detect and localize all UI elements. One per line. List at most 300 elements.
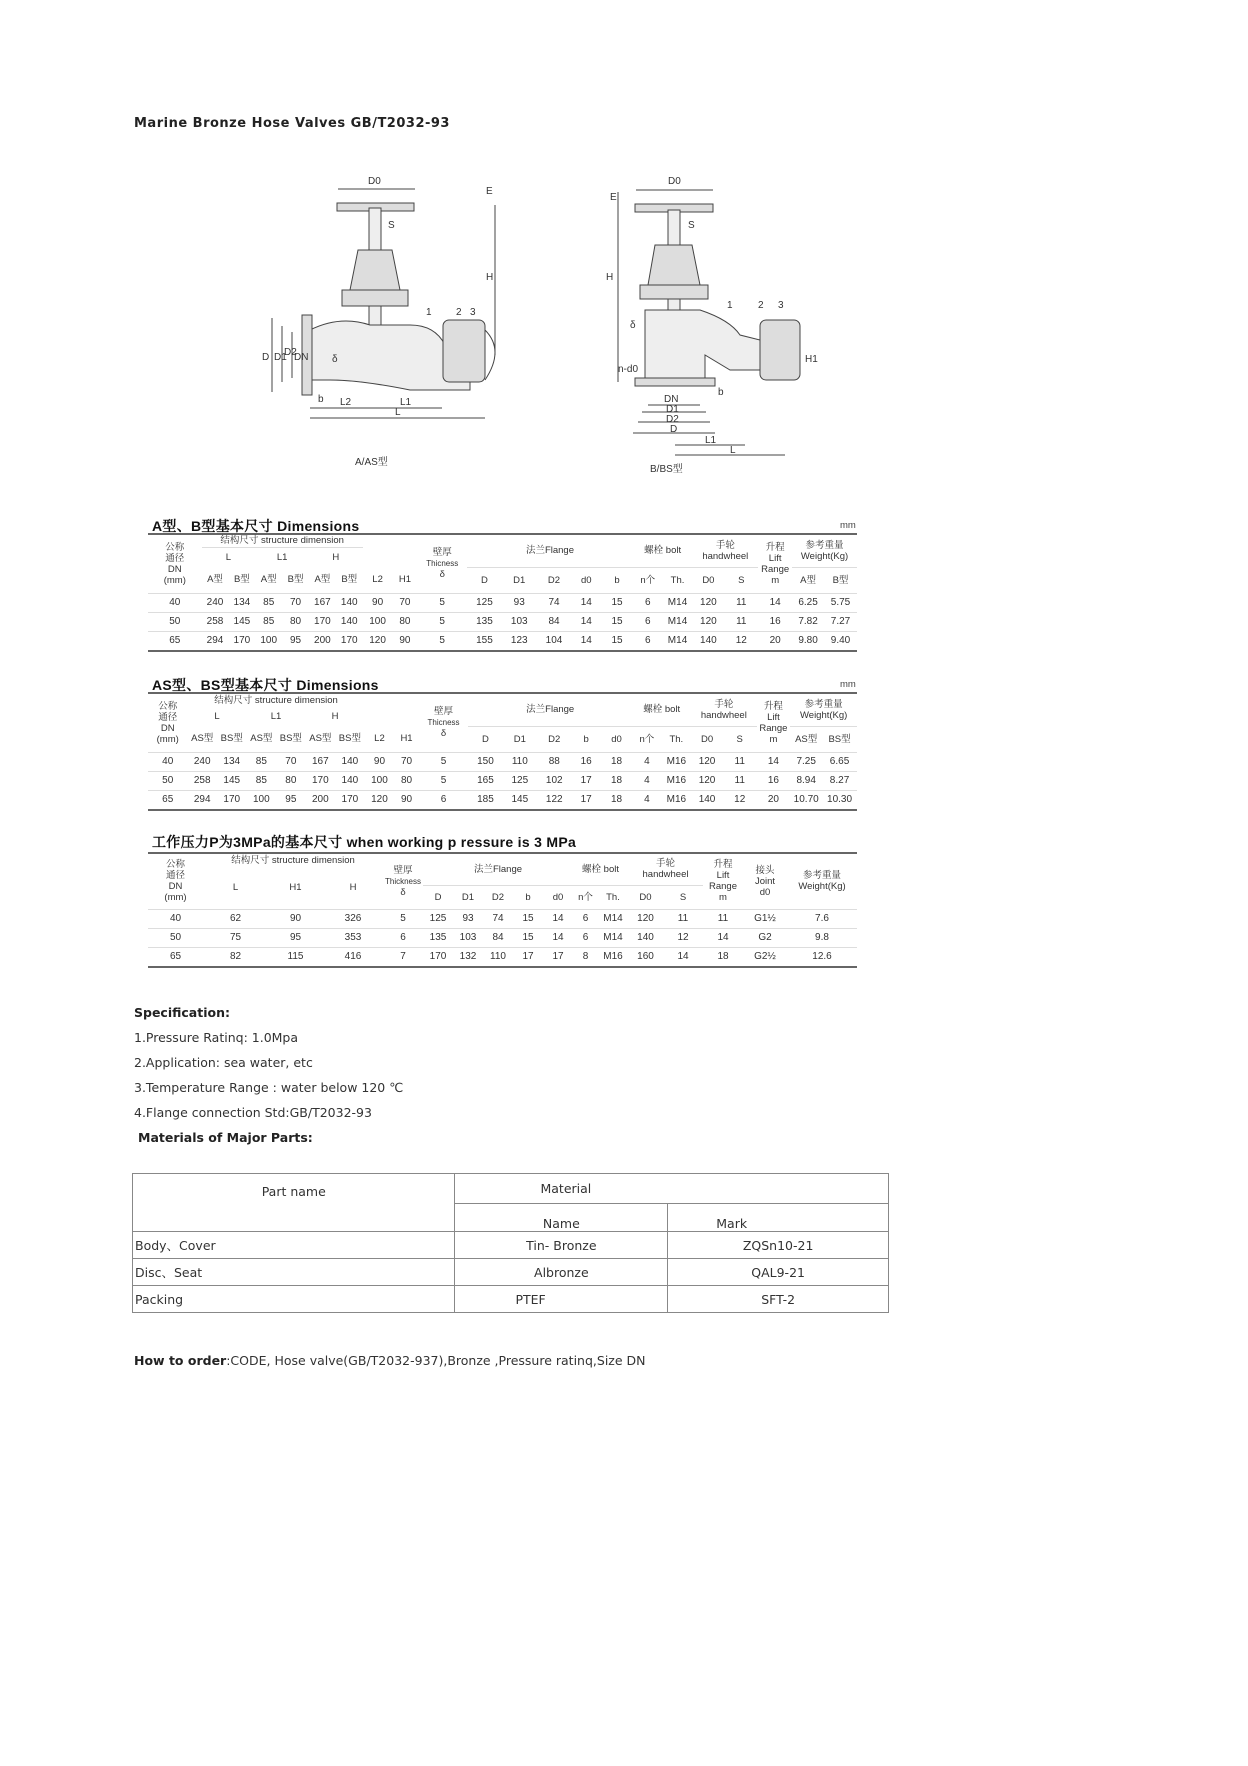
table-cell: 140 bbox=[336, 612, 363, 631]
col-subheader: D1 bbox=[513, 574, 526, 586]
table-cell: 200 bbox=[309, 631, 336, 651]
col-subheader: S bbox=[736, 733, 743, 745]
drawing-label: D bbox=[670, 424, 678, 435]
col-header-L2: L2 bbox=[374, 733, 385, 745]
col-header-L: L bbox=[225, 551, 232, 563]
table-cell: 4 bbox=[632, 752, 661, 771]
spec-item: 3.Temperature Range : water below 120 ℃ bbox=[134, 1080, 404, 1095]
col-subheader: B型 bbox=[287, 574, 304, 586]
col-subheader: b bbox=[614, 574, 620, 586]
table-row bbox=[148, 909, 857, 928]
materials-part: Disc、Seat bbox=[133, 1259, 455, 1286]
how-to-order-text: :CODE, Hose valve(GB/T2032-937),Bronze ,Pressure ratinq,Size DN bbox=[226, 1353, 646, 1368]
table-cell: 82 bbox=[203, 947, 268, 967]
table-cell: 6 bbox=[573, 928, 598, 947]
table-cell: 70 bbox=[393, 593, 418, 612]
table-cell: 200 bbox=[306, 790, 336, 810]
col-header-thickness: 壁厚 Thicness δ bbox=[427, 706, 460, 740]
col-subheader: Th. bbox=[669, 733, 684, 745]
col-subheader: D1 bbox=[461, 891, 475, 903]
table-cell: 6 bbox=[633, 631, 663, 651]
col-subheader: B型 bbox=[233, 574, 250, 586]
table-cell: 95 bbox=[276, 790, 305, 810]
table-cell: 7.27 bbox=[824, 612, 857, 631]
table2-body bbox=[148, 752, 857, 810]
spec-heading: Specification: bbox=[134, 1005, 230, 1020]
table-cell: 4 bbox=[632, 790, 661, 810]
table-row bbox=[148, 947, 857, 967]
table-cell: 88 bbox=[537, 752, 571, 771]
how-to-order-label: How to order bbox=[134, 1353, 227, 1368]
table-cell: 135 bbox=[423, 928, 453, 947]
table2 bbox=[148, 692, 857, 811]
drawing-label: DN bbox=[664, 394, 679, 405]
col-subheader: A型 bbox=[260, 574, 277, 586]
table-cell: 100 bbox=[363, 612, 393, 631]
col-subheader: A型 bbox=[207, 574, 223, 586]
col-subheader: B型 bbox=[832, 574, 849, 586]
table-cell: 5 bbox=[419, 752, 468, 771]
table-cell: 100 bbox=[255, 631, 282, 651]
col-subheader: b bbox=[583, 733, 589, 745]
table-cell: 170 bbox=[336, 631, 363, 651]
table-cell: 7 bbox=[383, 947, 423, 967]
materials-row bbox=[133, 1232, 889, 1259]
table-cell: 65 bbox=[148, 947, 203, 967]
drawing-label: b bbox=[318, 394, 324, 405]
table-cell: 90 bbox=[394, 790, 419, 810]
col-subheader: A型 bbox=[314, 574, 331, 586]
col-subheader: S bbox=[738, 574, 745, 586]
table-cell: 132 bbox=[453, 947, 483, 967]
table-cell: 185 bbox=[468, 790, 502, 810]
table-cell: 95 bbox=[282, 631, 309, 651]
materials-table bbox=[132, 1173, 889, 1313]
col-header-handwheel: 手轮 handwheel bbox=[628, 853, 703, 885]
col-subheader: AS型 bbox=[250, 733, 273, 745]
drawing-label: L bbox=[395, 407, 401, 418]
table-cell: 50 bbox=[148, 612, 202, 631]
table-cell: G1½ bbox=[743, 909, 787, 928]
table-cell: 93 bbox=[502, 593, 537, 612]
table-cell: 40 bbox=[148, 593, 202, 612]
table-cell: 90 bbox=[365, 752, 395, 771]
table3 bbox=[148, 852, 857, 968]
table-cell: 15 bbox=[601, 631, 633, 651]
table-cell: 14 bbox=[543, 928, 573, 947]
drawing-label: b bbox=[718, 387, 724, 398]
table-cell: 6.65 bbox=[822, 752, 857, 771]
table-row bbox=[148, 771, 857, 790]
table-cell: 294 bbox=[202, 631, 229, 651]
col-header-lift: 升程 Lift Range m bbox=[761, 541, 790, 586]
table-cell: 123 bbox=[502, 631, 537, 651]
table-cell: 134 bbox=[228, 593, 255, 612]
col-header-weight: 参考重量 Weight(Kg) bbox=[792, 534, 857, 567]
table-cell: 95 bbox=[268, 928, 323, 947]
drawing-label: D2 bbox=[666, 414, 679, 425]
col-subheader: D1 bbox=[513, 733, 526, 745]
materials-name: Tin- Bronze bbox=[455, 1232, 668, 1259]
table-cell: 6 bbox=[633, 612, 663, 631]
drawing-caption-right: B/BS型 bbox=[650, 464, 683, 475]
table1-unit: mm bbox=[840, 520, 856, 531]
table-cell: 17 bbox=[571, 790, 600, 810]
drawing-label: 1 bbox=[426, 307, 432, 318]
col-header-L: L bbox=[214, 710, 220, 722]
table-cell: 170 bbox=[309, 612, 336, 631]
materials-mark: SFT-2 bbox=[668, 1286, 889, 1313]
drawing-label: S bbox=[388, 220, 395, 231]
table-cell: 8 bbox=[573, 947, 598, 967]
table1-body bbox=[148, 593, 857, 651]
table3-body bbox=[148, 909, 857, 967]
table-cell: 115 bbox=[268, 947, 323, 967]
table-cell: 15 bbox=[513, 928, 543, 947]
table-cell: 7.6 bbox=[787, 909, 857, 928]
table-cell: 15 bbox=[601, 593, 633, 612]
table-cell: 165 bbox=[468, 771, 502, 790]
table-cell: M14 bbox=[598, 909, 628, 928]
col-header-H: H bbox=[332, 551, 340, 563]
table-cell: 17 bbox=[571, 771, 600, 790]
table-cell: 11 bbox=[703, 909, 743, 928]
table-cell: 110 bbox=[503, 752, 537, 771]
table-cell: 416 bbox=[323, 947, 383, 967]
table-cell: 40 bbox=[148, 752, 187, 771]
table-cell: 11 bbox=[724, 612, 758, 631]
table-cell: 5 bbox=[383, 909, 423, 928]
table-cell: 11 bbox=[723, 752, 757, 771]
spec-item: 2.Application: sea water, etc bbox=[134, 1055, 313, 1070]
table-cell: 170 bbox=[335, 790, 365, 810]
drawing-label: D bbox=[262, 352, 270, 363]
materials-row bbox=[133, 1259, 889, 1286]
table-cell: M14 bbox=[663, 593, 693, 612]
col-subheader: D2 bbox=[547, 574, 561, 586]
materials-header-mark: Mark bbox=[668, 1204, 889, 1232]
table2-heading: AS型、BS型基本尺寸 Dimensions bbox=[152, 677, 379, 693]
col-subheader: D2 bbox=[491, 891, 505, 903]
table-cell: M16 bbox=[662, 790, 692, 810]
col-subheader: BS型 bbox=[279, 733, 302, 745]
table-cell: 74 bbox=[483, 909, 513, 928]
table-cell: 5.75 bbox=[824, 593, 857, 612]
table-cell: 14 bbox=[757, 752, 791, 771]
materials-row bbox=[133, 1286, 889, 1313]
materials-header-part: Part name bbox=[133, 1174, 455, 1232]
table-cell: 14 bbox=[758, 593, 792, 612]
col-header-structure: 结构尺寸 structure dimension bbox=[214, 694, 338, 706]
table-cell: 50 bbox=[148, 928, 203, 947]
table-cell: 5 bbox=[417, 593, 467, 612]
table3-heading: 工作压力P为3MPa的基本尺寸 when working p ressure is 3 MPa bbox=[152, 834, 577, 850]
col-header-lift: 升程 Lift Range m bbox=[759, 700, 788, 745]
table-cell: 10.70 bbox=[790, 790, 822, 810]
col-subheader: BS型 bbox=[220, 733, 243, 745]
table-cell: 4 bbox=[632, 771, 661, 790]
table-cell: 85 bbox=[255, 612, 282, 631]
materials-heading: Materials of Major Parts: bbox=[138, 1130, 313, 1145]
page-title: Marine Bronze Hose Valves GB/T2032-93 bbox=[134, 116, 450, 131]
valve-drawing-b-bs bbox=[618, 190, 800, 455]
table-cell: 104 bbox=[537, 631, 572, 651]
table-cell: M14 bbox=[663, 631, 693, 651]
table-cell: 20 bbox=[758, 631, 792, 651]
drawing-label: 2 bbox=[758, 300, 764, 311]
col-header-bolt: 螺栓 bolt bbox=[632, 693, 691, 726]
how-to-order bbox=[134, 1353, 646, 1368]
table-cell: 80 bbox=[393, 612, 418, 631]
table-cell: 140 bbox=[692, 631, 724, 651]
table-cell: 93 bbox=[453, 909, 483, 928]
col-subheader: A型 bbox=[800, 574, 816, 586]
drawing-label: 3 bbox=[470, 307, 476, 318]
table-cell: 40 bbox=[148, 909, 203, 928]
col-subheader: D0 bbox=[700, 733, 714, 745]
table-cell: 122 bbox=[537, 790, 571, 810]
table-cell: 170 bbox=[217, 790, 247, 810]
table-cell: 160 bbox=[628, 947, 663, 967]
table-cell: 14 bbox=[571, 631, 601, 651]
table-cell: 125 bbox=[503, 771, 537, 790]
table-cell: 18 bbox=[601, 790, 632, 810]
col-subheader: b bbox=[525, 891, 531, 903]
table-cell: 6 bbox=[633, 593, 663, 612]
col-header-flange: 法兰Flange bbox=[468, 693, 632, 726]
table-cell: 15 bbox=[601, 612, 633, 631]
materials-name: PTEF bbox=[455, 1286, 668, 1313]
table-cell: 85 bbox=[255, 593, 282, 612]
table1 bbox=[148, 533, 857, 652]
table-cell: 16 bbox=[758, 612, 792, 631]
table-cell: 70 bbox=[282, 593, 309, 612]
table-cell: 12 bbox=[663, 928, 703, 947]
drawing-label: S bbox=[688, 220, 695, 231]
col-header-structure: 结构尺寸 structure dimension bbox=[231, 855, 355, 866]
col-subheader: n个 bbox=[639, 733, 655, 745]
table-cell: 11 bbox=[724, 593, 758, 612]
table-cell: 74 bbox=[537, 593, 572, 612]
drawing-label: D0 bbox=[368, 176, 381, 187]
col-subheader: n个 bbox=[640, 574, 656, 586]
table-cell: 294 bbox=[187, 790, 217, 810]
table-cell: 85 bbox=[247, 752, 277, 771]
col-header-H: H bbox=[331, 710, 339, 722]
table-cell: 6 bbox=[383, 928, 423, 947]
table-cell: 16 bbox=[571, 752, 600, 771]
table-row bbox=[148, 612, 857, 631]
col-subheader: d0 bbox=[580, 574, 592, 586]
table-cell: 17 bbox=[543, 947, 573, 967]
table-cell: 120 bbox=[363, 631, 393, 651]
table-cell: 7.25 bbox=[790, 752, 822, 771]
materials-header-material: Material bbox=[455, 1174, 889, 1204]
drawing-label: n-d0 bbox=[618, 364, 639, 375]
col-header-lift: 升程 Lift Range m bbox=[709, 859, 737, 904]
materials-mark: QAL9-21 bbox=[668, 1259, 889, 1286]
col-header-flange: 法兰Flange bbox=[423, 853, 573, 885]
table-cell: 90 bbox=[393, 631, 418, 651]
table-cell: 90 bbox=[363, 593, 393, 612]
col-header-bolt: 螺栓 bolt bbox=[633, 534, 693, 567]
table-cell: 134 bbox=[217, 752, 247, 771]
col-subheader: n个 bbox=[578, 891, 593, 903]
table-cell: 84 bbox=[483, 928, 513, 947]
drawing-label: D1 bbox=[666, 404, 679, 415]
drawing-label: D2 bbox=[284, 347, 297, 358]
col-subheader: D bbox=[482, 733, 489, 745]
table-cell: 84 bbox=[537, 612, 572, 631]
table-cell: 240 bbox=[202, 593, 229, 612]
table-cell: 16 bbox=[757, 771, 791, 790]
col-header-L2: L2 bbox=[372, 574, 383, 586]
table-cell: 20 bbox=[757, 790, 791, 810]
table-cell: 80 bbox=[276, 771, 305, 790]
col-header-H1: H1 bbox=[400, 733, 413, 745]
table-cell: 14 bbox=[571, 612, 601, 631]
col-subheader: B型 bbox=[341, 574, 358, 586]
col-header-handwheel: 手轮 handwheel bbox=[691, 693, 756, 726]
table-cell: 17 bbox=[513, 947, 543, 967]
table-cell: 140 bbox=[335, 752, 365, 771]
materials-name: Albronze bbox=[455, 1259, 668, 1286]
table-cell: 155 bbox=[467, 631, 502, 651]
table-row bbox=[148, 593, 857, 612]
col-subheader: D2 bbox=[548, 733, 561, 745]
table-cell: 100 bbox=[247, 790, 277, 810]
col-subheader: D0 bbox=[702, 574, 715, 586]
table-cell: 6.25 bbox=[792, 593, 824, 612]
table1-heading: A型、B型基本尺寸 Dimensions bbox=[152, 518, 360, 534]
col-header-H1: H1 bbox=[289, 882, 302, 894]
col-subheader: AS型 bbox=[795, 733, 818, 745]
col-header-thickness: 壁厚 Thickness δ bbox=[384, 864, 421, 898]
table-cell: 6 bbox=[573, 909, 598, 928]
table-cell: 120 bbox=[365, 790, 395, 810]
col-header-nominal: 公称 通径 DN (mm) bbox=[156, 700, 179, 745]
col-subheader: S bbox=[679, 891, 687, 903]
drawing-label: H bbox=[606, 272, 614, 283]
materials-mark: ZQSn10-21 bbox=[668, 1232, 889, 1259]
col-subheader: Th. bbox=[670, 574, 685, 586]
table-cell: 103 bbox=[502, 612, 537, 631]
valve-drawing-a-as bbox=[272, 189, 495, 418]
table-cell: 8.94 bbox=[790, 771, 822, 790]
col-subheader: BS型 bbox=[828, 733, 851, 745]
table-row bbox=[148, 928, 857, 947]
table-cell: 11 bbox=[663, 909, 703, 928]
materials-header-name: Name bbox=[455, 1204, 668, 1232]
table-cell: 110 bbox=[483, 947, 513, 967]
table-cell: 75 bbox=[203, 928, 268, 947]
col-subheader: Th. bbox=[606, 891, 620, 903]
col-subheader: D0 bbox=[639, 891, 652, 903]
col-header-joint: 接头 Joint d0 bbox=[754, 864, 776, 898]
table-cell: 5 bbox=[417, 612, 467, 631]
table-cell: 14 bbox=[703, 928, 743, 947]
drawing-label: δ bbox=[332, 354, 338, 365]
table-cell: 120 bbox=[692, 593, 724, 612]
table-cell: 145 bbox=[217, 771, 247, 790]
drawing-label: H bbox=[486, 272, 494, 283]
table-cell: 103 bbox=[453, 928, 483, 947]
col-header-handwheel: 手轮 handwheel bbox=[692, 534, 758, 567]
drawing-label: 3 bbox=[778, 300, 784, 311]
table-cell: M16 bbox=[662, 771, 692, 790]
table-cell: 125 bbox=[467, 593, 502, 612]
table-cell: 80 bbox=[282, 612, 309, 631]
table-cell: 140 bbox=[335, 771, 365, 790]
table-cell: 258 bbox=[202, 612, 229, 631]
table-cell: 6 bbox=[419, 790, 468, 810]
table-cell: 170 bbox=[306, 771, 336, 790]
table-cell: 14 bbox=[543, 909, 573, 928]
table-cell: 65 bbox=[148, 631, 202, 651]
col-subheader: D bbox=[481, 574, 488, 586]
table-cell: 326 bbox=[323, 909, 383, 928]
table-cell: 14 bbox=[663, 947, 703, 967]
drawing-label: E bbox=[486, 186, 493, 197]
col-header-L: L bbox=[232, 882, 239, 894]
drawing-caption-left: A/AS型 bbox=[355, 457, 388, 468]
drawing-label: D1 bbox=[274, 352, 287, 363]
table-cell: M16 bbox=[598, 947, 628, 967]
table-cell: 70 bbox=[394, 752, 419, 771]
col-subheader: d0 bbox=[552, 891, 564, 903]
table-cell: G2 bbox=[743, 928, 787, 947]
col-header-bolt: 螺栓 bolt bbox=[573, 853, 628, 885]
col-header-flange: 法兰Flange bbox=[467, 534, 633, 567]
col-header-L1: L1 bbox=[270, 710, 282, 722]
table2-unit: mm bbox=[840, 679, 856, 690]
table-cell: 14 bbox=[571, 593, 601, 612]
materials-part: Body、Cover bbox=[133, 1232, 455, 1259]
col-header-L1: L1 bbox=[276, 551, 288, 563]
table-cell: 170 bbox=[228, 631, 255, 651]
col-header-weight: 参考重量 Weight(Kg) bbox=[790, 693, 857, 726]
table-cell: 85 bbox=[247, 771, 277, 790]
col-header-H: H bbox=[349, 882, 357, 894]
valve-drawing bbox=[260, 150, 820, 480]
table-cell: 7.82 bbox=[792, 612, 824, 631]
table-cell: 8.27 bbox=[822, 771, 857, 790]
table-cell: 50 bbox=[148, 771, 187, 790]
col-subheader: D bbox=[434, 891, 442, 903]
table-cell: 12 bbox=[723, 790, 757, 810]
drawing-label: δ bbox=[630, 320, 636, 331]
table-cell: M14 bbox=[598, 928, 628, 947]
table-cell: 120 bbox=[691, 752, 723, 771]
table-cell: 140 bbox=[691, 790, 723, 810]
drawing-label: D0 bbox=[668, 176, 681, 187]
drawing-label: L1 bbox=[400, 397, 412, 408]
col-subheader: BS型 bbox=[338, 733, 361, 745]
col-header-nominal: 公称 通径 DN (mm) bbox=[164, 859, 187, 904]
col-header-weight: 参考重量 Weight(Kg) bbox=[798, 870, 846, 893]
table-cell: 65 bbox=[148, 790, 187, 810]
table-cell: 10.30 bbox=[822, 790, 857, 810]
col-subheader: AS型 bbox=[191, 733, 214, 745]
table-cell: 145 bbox=[228, 612, 255, 631]
table-cell: 18 bbox=[703, 947, 743, 967]
table-cell: 80 bbox=[394, 771, 419, 790]
drawing-label: L2 bbox=[340, 397, 352, 408]
table-cell: 12 bbox=[724, 631, 758, 651]
table-cell: 167 bbox=[309, 593, 336, 612]
table-cell: 125 bbox=[423, 909, 453, 928]
table-cell: 12.6 bbox=[787, 947, 857, 967]
